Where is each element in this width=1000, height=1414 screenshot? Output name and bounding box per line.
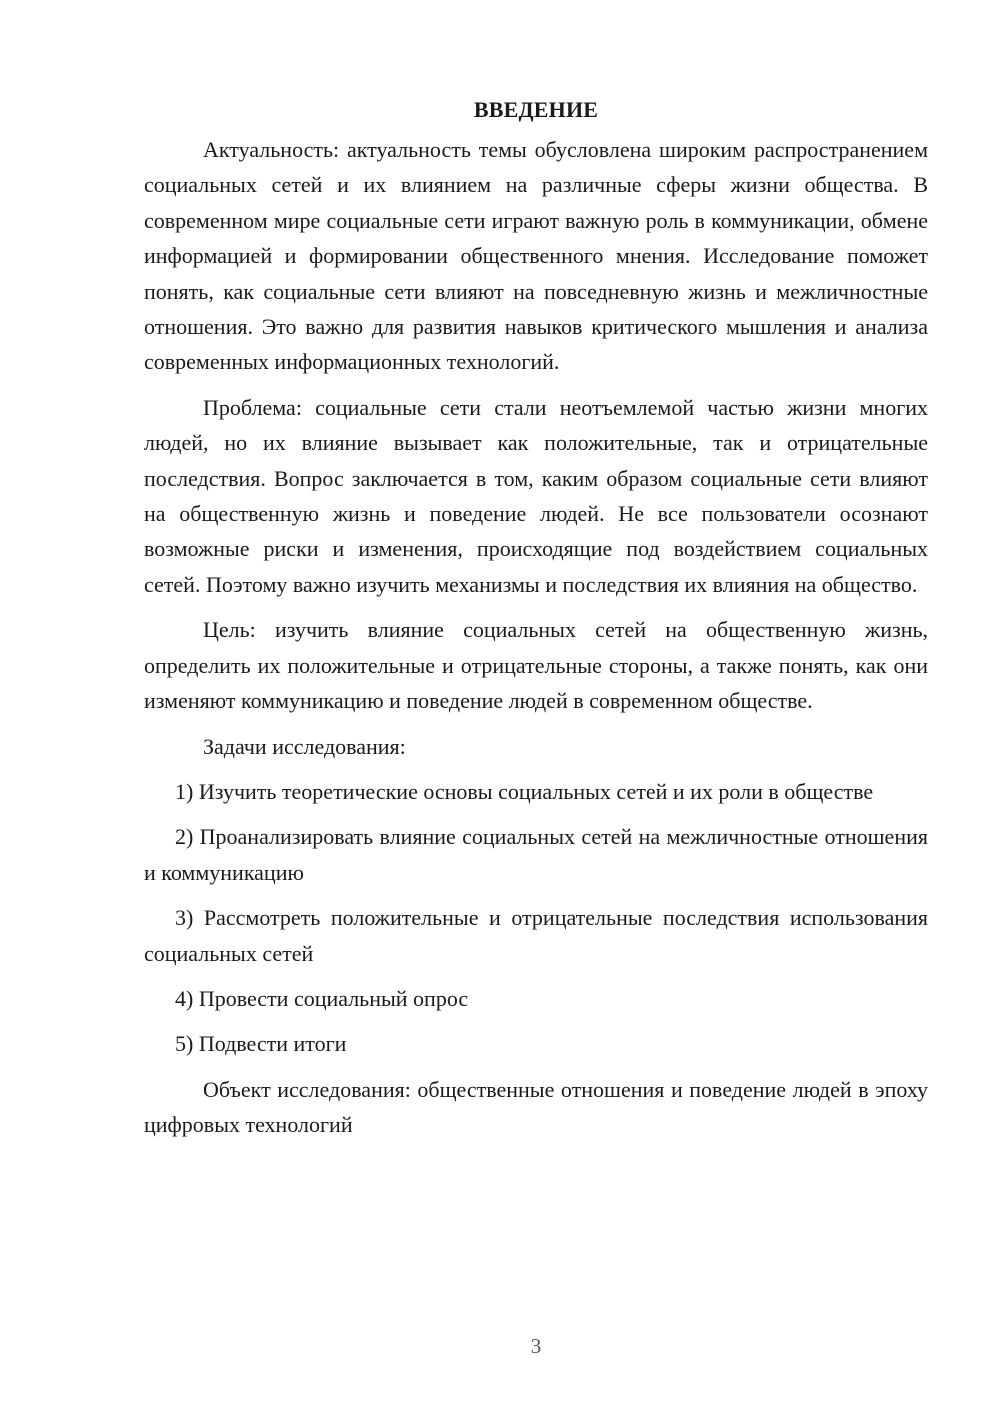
task-item-4: 4) Провести социальный опрос: [175, 985, 469, 1011]
page-content: [144, 92, 928, 1153]
task-item-2: 2) Проанализировать влияние социальных сетей на межличностные отношения и коммуникацию: [144, 824, 928, 885]
tasks-heading: Задачи исследования:: [203, 733, 406, 759]
section-heading: ВВЕДЕНИЕ: [473, 97, 599, 122]
paragraph-relevance: Актуальность: актуальность темы обусловлена широким распространением социальных сетей и их влиянием на различные сферы жизни общества. В современном мире социальные сети играют важную роль в коммуникации, обмене информацией и формировании общественного мнения. Исследование поможет понять, как социальные сети влияют на повседневную жизнь и межличностные отношения. Это важно для развития навыков критического мышления и анализа современных информационных технологий.: [144, 137, 928, 375]
task-item-5: 5) Подвести итоги: [175, 1031, 347, 1057]
paragraph-object: Объект исследования: общественные отношения и поведение людей в эпоху цифровых технологий: [144, 1076, 928, 1138]
page-number: 3: [530, 1334, 542, 1358]
task-item-3: 3) Рассмотреть положительные и отрицательные последствия использования социальных сетей: [144, 905, 928, 966]
paragraph-problem: Проблема: социальные сети стали неотъемлемой частью жизни многих людей, но их влияние вызывает как положительные, так и отрицательные последствия. Вопрос заключается в том, каким образом социальные сети влияют на общественную жизнь и поведение людей. Не все пользователи осознают возможные риски и изменения, происходящие под воздействием социальных сетей. Поэтому важно изучить механизмы и последствия их влияния на общество.: [144, 394, 928, 597]
task-item-1: 1) Изучить теоретические основы социальных сетей и их роли в обществе: [175, 778, 874, 804]
paragraph-goal: Цель: изучить влияние социальных сетей на общественную жизнь, определить их положительные и отрицательные стороны, а также понять, как они изменяют коммуникацию и поведение людей в современном обществе.: [144, 617, 928, 714]
